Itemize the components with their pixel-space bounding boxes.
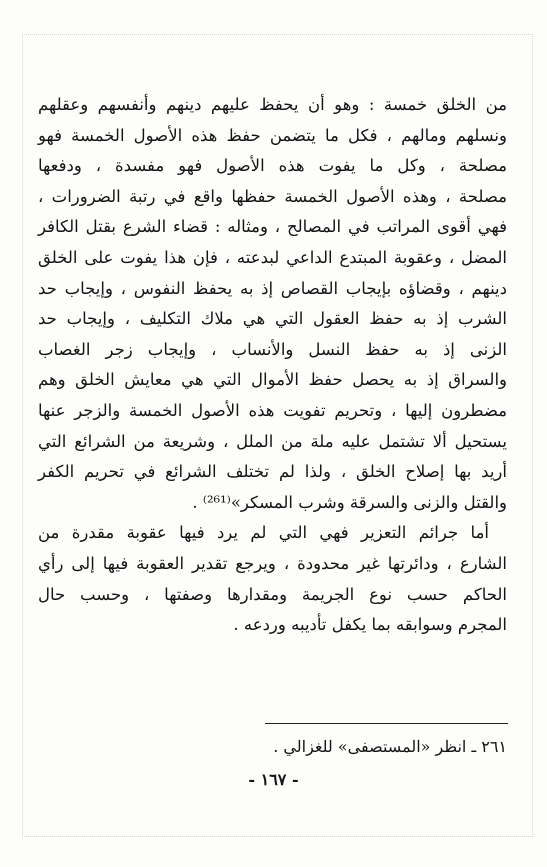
text-line: من الخلق خمسة : وهو أن يحفظ عليهم دينهم وأنفسهم وعقلهم — [38, 95, 507, 114]
text-line: ونسلهم ومالهم ، فكل ما يتضمن حفظ هذه الأصول الخمسة فهو — [38, 125, 507, 145]
paragraph-line: الحاكم حسب نوع الجريمة ومقدارها وصفتها ، وحسب حال — [38, 584, 507, 604]
text-line: مصلحة ، وهذه الأصول الخمسة حفظها واقع في رتبة الضرورات ، — [38, 186, 507, 206]
text-line: مصلحة ، وكل ما يفوت هذه الأصول فهو مفسدة ، ودفعها — [38, 156, 507, 176]
text-line: فهي أقوى المراتب في المصالح ، ومثاله : قضاء الشرع بقتل الكافر — [38, 217, 507, 237]
text-line: الزنى إذ به حفظ النسل والأنساب ، وإيجاب زجر الغصاب — [38, 339, 507, 359]
text-line: والسراق إذ به يحصل حفظ الأموال التي هي معايش الخلق وهم — [38, 370, 507, 390]
text-line: دينهم ، وقضاؤه بإيجاب القصاص إذ به يحفظ النفوس ، وإيجاب حد — [38, 278, 507, 298]
paragraph-line: أما جرائم التعزير فهي التي لم يرد فيها عقوبة مقدرة من — [38, 523, 489, 543]
main-text — [38, 90, 507, 641]
text-line: مضطرون إليها ، وتحريم تفويت هذه الأصول الخمسة والزجر عنها — [38, 400, 507, 420]
text-line: يستحيل ألا تشتمل عليه ملة من الملل ، وشريعة من الشرائع التي — [38, 431, 507, 451]
page-number: - ١٦٧ - — [248, 770, 299, 789]
text-line: المضل ، وعقوبة المبتدع الداعي لبدعته ، فإن هذا يفوت على الخلق — [38, 247, 507, 267]
text-line: والقتل والزنى والسرقة وشرب المسكر»⁽²⁶¹⁾ . — [192, 492, 507, 512]
footnote: ٢٦١ ـ انظر «المستصفى» للغزالي . — [273, 737, 507, 756]
text-line: أريد بها إصلاح الخلق ، ولذا لم تختلف الشرائع في تحريم الكفر — [38, 462, 507, 482]
text-line: الشرب إذ به حفظ العقول التي هي ملاك التكليف ، وإيجاب حد — [38, 309, 507, 329]
paragraph-line: الشارع ، ودائرتها غير محدودة ، ويرجع تقدير العقوبة فيها إلى رأي — [38, 553, 507, 573]
footnote-separator — [265, 723, 508, 724]
paragraph-line: المجرم وسوابقه بما يكفل تأديبه وردعه . — [233, 615, 507, 635]
